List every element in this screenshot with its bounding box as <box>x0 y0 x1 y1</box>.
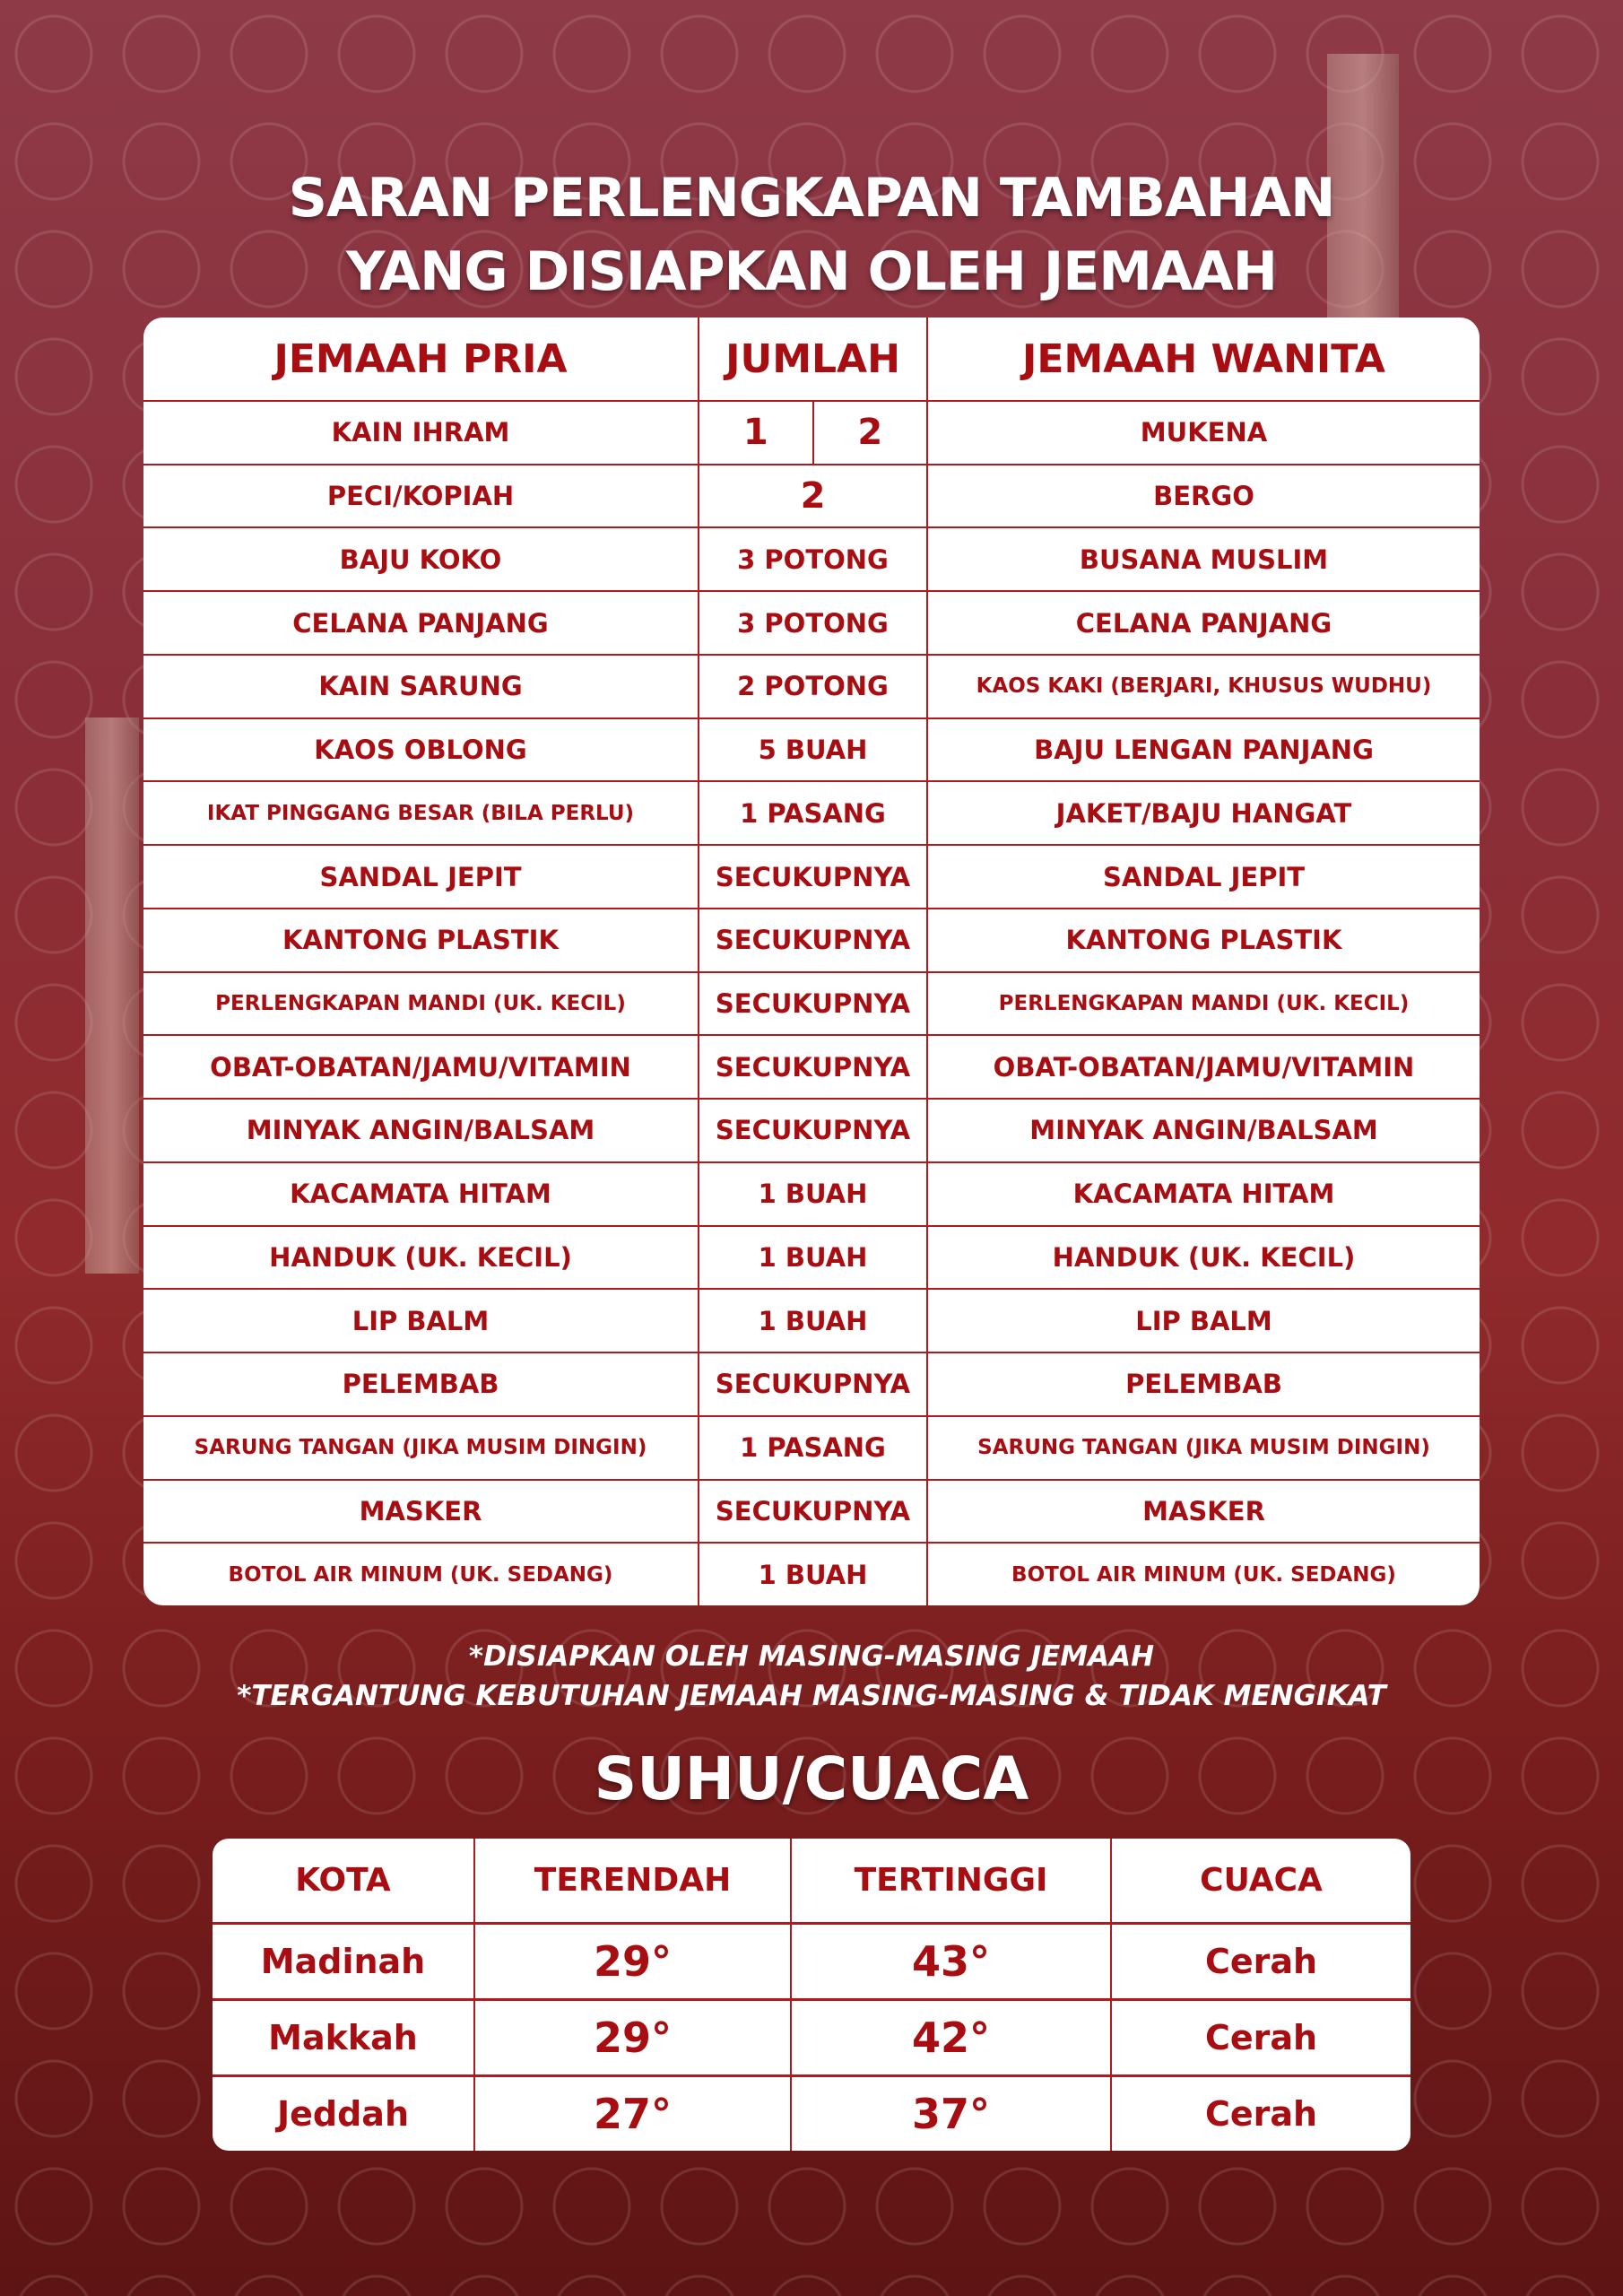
table-cell: MASKER <box>1142 1495 1265 1526</box>
table-cell: HANDUK (UK. KECIL) <box>1052 1241 1356 1273</box>
table-cell: OBAT-OBATAN/JAMU/VITAMIN <box>143 1036 699 1098</box>
table-cell: JAKET/BAJU HANGAT <box>1055 797 1352 829</box>
table-cell: 1 BUAH <box>699 1544 928 1605</box>
table-cell: SECUKUPNYA <box>699 1481 928 1543</box>
table-cell: Madinah <box>213 1925 475 1998</box>
table-cell: KANTONG PLASTIK <box>1065 925 1342 956</box>
table-cell: 27° <box>475 2077 792 2151</box>
table-cell: 1 BUAH <box>699 1290 928 1352</box>
table-cell: MUKENA <box>1140 417 1268 448</box>
table-cell: KACAMATA HITAM <box>1072 1178 1335 1210</box>
table-cell: SARUNG TANGAN (JIKA MUSIM DINGIN) <box>143 1417 699 1479</box>
table-row <box>143 1542 1480 1605</box>
weather-table <box>213 1839 1410 2151</box>
table-row <box>143 1225 1480 1289</box>
table-row <box>143 526 1480 590</box>
table-cell: MINYAK ANGIN/BALSAM <box>1029 1115 1378 1146</box>
table-cell: 1 PASANG <box>699 782 928 844</box>
table-cell: KACAMATA HITAM <box>143 1163 699 1225</box>
table-row <box>143 400 1480 464</box>
table-cell: CELANA PANJANG <box>1075 607 1332 639</box>
table-cell: SECUKUPNYA <box>699 973 928 1035</box>
table-cell: SANDAL JEPIT <box>1102 861 1306 892</box>
table-cell: Cerah <box>1204 1942 1318 1981</box>
table-cell: KOTA <box>213 1839 475 1922</box>
note: *TERGANTUNG KEBUTUHAN JEMAAH MASING-MASING & TIDAK MENGIKAT <box>237 1680 1386 1712</box>
table-cell: 1 2 <box>699 402 928 464</box>
table-cell: PELEMBAB <box>143 1353 699 1415</box>
table-row <box>143 1352 1480 1415</box>
table-cell: KANTONG PLASTIK <box>143 909 699 971</box>
table-row <box>143 464 1480 527</box>
page-title: SARAN PERLENGKAPAN TAMBAHAN YANG DISIAPKAN OLEH JEMAAH <box>288 167 1335 303</box>
table-cell: SANDAL JEPIT <box>143 846 699 908</box>
table-cell: KAOS OBLONG <box>143 719 699 781</box>
table-cell: SECUKUPNYA <box>699 909 928 971</box>
table-row <box>143 971 1480 1035</box>
table-cell: MASKER <box>143 1481 699 1543</box>
table-row <box>143 654 1480 718</box>
table-cell: SECUKUPNYA <box>699 1100 928 1161</box>
table-cell: HANDUK (UK. KECIL) <box>143 1227 699 1289</box>
weather-row <box>213 2074 1410 2151</box>
table-cell: 37° <box>792 2077 1112 2151</box>
table-cell: BAJU LENGAN PANJANG <box>1034 735 1374 766</box>
footnotes <box>0 1637 1623 1716</box>
table-cell: 3 POTONG <box>699 592 928 654</box>
table-cell: Makkah <box>213 2001 475 2074</box>
table-cell: JEMAAH PRIA <box>143 317 699 400</box>
table-cell: LIP BALM <box>1135 1305 1272 1336</box>
table-cell: PELEMBAB <box>1125 1369 1282 1400</box>
table-cell: 1 BUAH <box>699 1163 928 1225</box>
table-cell: BUSANA MUSLIM <box>1079 544 1329 575</box>
table-cell: JUMLAH <box>699 317 928 400</box>
table-cell: 1 BUAH <box>699 1227 928 1289</box>
table-row <box>143 1161 1480 1225</box>
table-cell: SECUKUPNYA <box>699 1353 928 1415</box>
table-cell: SECUKUPNYA <box>699 1036 928 1098</box>
table-cell: PERLENGKAPAN MANDI (UK. KECIL) <box>143 973 699 1035</box>
table-row <box>143 1098 1480 1161</box>
table-cell: BAJU KOKO <box>143 528 699 590</box>
weather-row <box>213 1998 1410 2074</box>
weather-title: SUHU/CUACA <box>594 1744 1029 1813</box>
equipment-table <box>143 317 1480 1605</box>
table-cell: MINYAK ANGIN/BALSAM <box>143 1100 699 1161</box>
table-cell: CUACA <box>1200 1862 1323 1899</box>
table-cell: KAIN SARUNG <box>143 656 699 718</box>
table-row <box>143 590 1480 654</box>
table-cell: IKAT PINGGANG BESAR (BILA PERLU) <box>143 782 699 844</box>
table-cell: OBAT-OBATAN/JAMU/VITAMIN <box>993 1051 1415 1083</box>
table-cell: 1 PASANG <box>699 1417 928 1479</box>
table-cell: Cerah <box>1204 2094 1318 2134</box>
table-cell: BERGO <box>1153 481 1254 512</box>
table-cell: Cerah <box>1204 2018 1318 2057</box>
table-cell: 43° <box>792 1925 1112 1998</box>
table-cell: SECUKUPNYA <box>699 846 928 908</box>
table-row <box>143 1034 1480 1098</box>
table-row <box>143 1288 1480 1352</box>
table-cell: 42° <box>792 2001 1112 2074</box>
table-row <box>143 908 1480 971</box>
table-cell: TERENDAH <box>475 1839 792 1922</box>
table-cell: BOTOL AIR MINUM (UK. SEDANG) <box>1011 1562 1396 1587</box>
weather-row <box>213 1922 1410 1998</box>
table-cell: 29° <box>475 2001 792 2074</box>
table-cell: KAIN IHRAM <box>143 402 699 464</box>
table-cell: CELANA PANJANG <box>143 592 699 654</box>
table-cell: 3 POTONG <box>699 528 928 590</box>
table-cell: BOTOL AIR MINUM (UK. SEDANG) <box>143 1544 699 1605</box>
note: *DISIAPKAN OLEH MASING-MASING JEMAAH <box>468 1640 1155 1673</box>
table-cell: LIP BALM <box>143 1290 699 1352</box>
table-cell: Jeddah <box>213 2077 475 2151</box>
table-cell: 2 POTONG <box>699 656 928 718</box>
table-cell: PECI/KOPIAH <box>143 465 699 527</box>
table-cell: SARUNG TANGAN (JIKA MUSIM DINGIN) <box>977 1436 1430 1460</box>
table-cell: PERLENGKAPAN MANDI (UK. KECIL) <box>998 991 1410 1015</box>
table-cell: 2 <box>699 465 928 527</box>
table-row <box>143 780 1480 844</box>
table-row <box>143 844 1480 908</box>
table-cell: JEMAAH WANITA <box>1022 335 1385 382</box>
table-row <box>143 718 1480 781</box>
table-cell: TERTINGGI <box>792 1839 1112 1922</box>
table-row <box>143 1479 1480 1543</box>
table-header <box>143 317 1480 400</box>
table-cell: 5 BUAH <box>699 719 928 781</box>
minaret-left <box>85 718 139 1274</box>
table-cell: KAOS KAKI (BERJARI, KHUSUS WUDHU) <box>976 674 1432 699</box>
weather-header <box>213 1839 1410 1922</box>
table-cell: 29° <box>475 1925 792 1998</box>
table-row <box>143 1415 1480 1479</box>
